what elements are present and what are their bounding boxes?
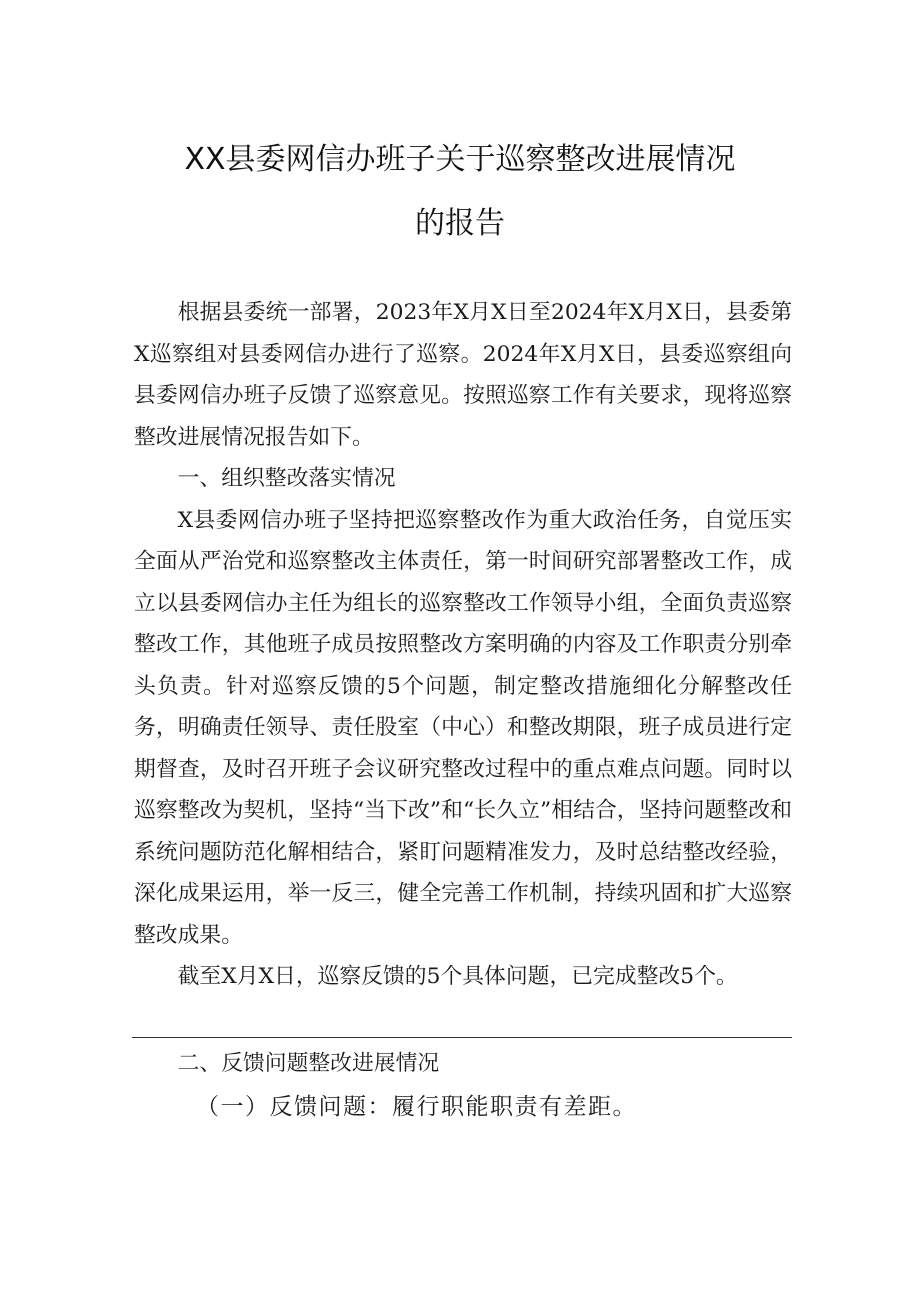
report-title (120, 128, 800, 256)
title-line-2: 的报告 (415, 206, 505, 241)
title-line-1: XX县委网信办班子关于巡察整改进展情况 (184, 142, 736, 177)
report-body-continued (134, 1043, 792, 1129)
intro-paragraph: 根据县委统一部署，2023年X月X日至2024年X月X日，县委第X巡察组对县委网信办进行了巡察。2024年X月X日，县委巡察组向县委网信办班子反馈了巡察意见。按照巡察工作有关要求，现将巡察整改进展情况报告如下。 (134, 300, 792, 450)
section-one-heading: 一、组织整改落实情况 (177, 466, 396, 491)
report-body (134, 292, 792, 998)
page-divider (132, 1037, 792, 1038)
feedback-issue-1: （一）反馈问题：履行职能职责有差距。 (196, 1093, 637, 1120)
progress-summary-paragraph: 截至X月X日，巡察反馈的5个具体问题，已完成整改5个。 (177, 964, 738, 989)
section-two-heading: 二、反馈问题整改进展情况 (177, 1051, 440, 1076)
section-one-paragraph: X县委网信办班子坚持把巡察整改作为重大政治任务，自觉压实全面从严治党和巡察整改主体责任，第一时间研究部署整改工作，成立以县委网信办主任为组长的巡察整改工作领导小组，全面负责巡察整改工作，其他班子成员按照整改方案明确的内容及工作职责分别牵头负责。针对巡察反馈的5个问题，制定整改措施细化分解整改任务，明确责任领导、责任股室（中心）和整改期限，班子成员进行定期督查，及时召开班子会议研究整改过程中的重点难点问题。同时以巡察整改为契机，坚持“当下改”和“长久立”相结合，坚持问题整改和系统问题防范化解相结合，紧盯问题精准发力，及时总结整改经验，深化成果运用，举一反三，健全完善工作机制，持续巩固和扩大巡察整改成果。 (134, 507, 792, 948)
